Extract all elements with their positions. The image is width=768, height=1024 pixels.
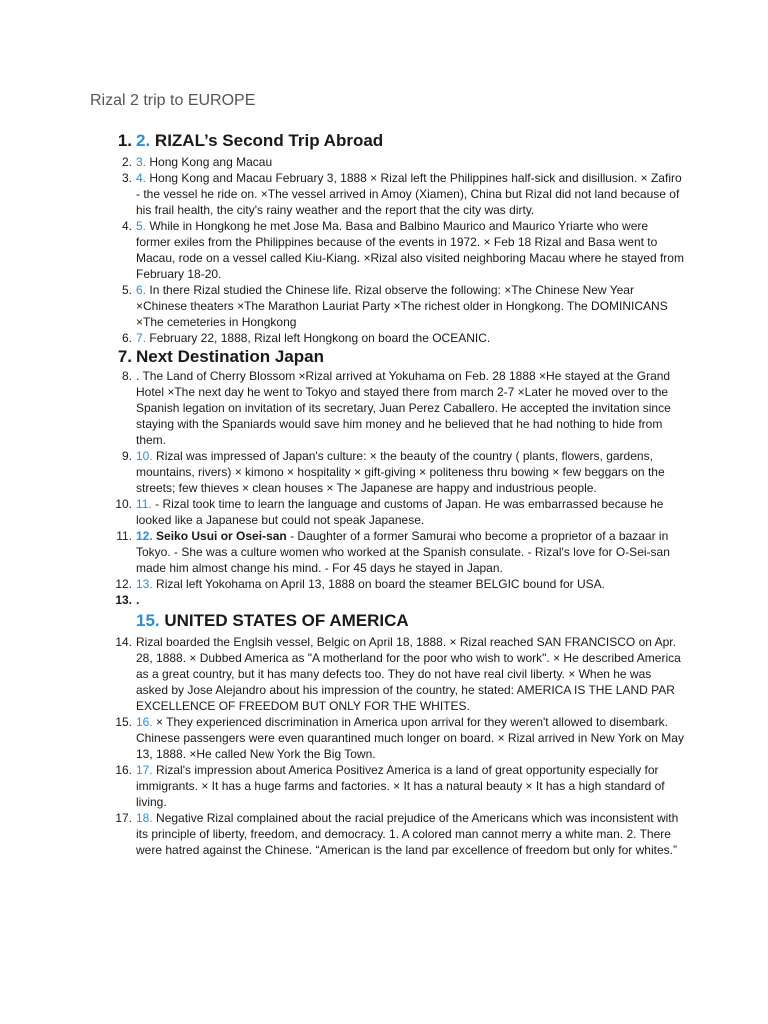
item-ref: 6. xyxy=(136,283,147,297)
item-text: Negative Rizal complained about the racial prejudice of the Americans which was inconsistent with its principle of liberty, freedom, and democracy. 1. A colored man cannot merry a white man. 2. There were hatred against the Chinese. “American is the land par excellence of freedom but only for whites.” xyxy=(136,811,679,857)
item-text: - Daughter of a former Samurai who become a proprietor of a bazaar in Tokyo. - She was a culture women who worked at the Spanish consulate. - Rizal's love for O-Sei-san made him almost change his mind. - For 45 days he stayed in Japan. xyxy=(136,529,670,575)
item-ref: 12. xyxy=(136,529,153,543)
item-number: 14. xyxy=(115,635,132,649)
item-number: 12. xyxy=(115,577,132,591)
heading-text: RIZAL’s Second Trip Abroad xyxy=(154,131,384,150)
item-number: 13. xyxy=(115,593,132,607)
item-number: 10. xyxy=(115,497,132,511)
item-text: . The Land of Cherry Blossom ×Rizal arrived at Yokuhama on Feb. 28 1888 ×He stayed at the Grand Hotel ×The next day he went to Tokyo and stayed there from march 2-7 ×Later he moved over to the Spanish legation on invitation of its secretary, Juan Perez Caballero. He accepted the invitation since staying with the Spaniards would save him money and he believed that he had nothing to hide from them. xyxy=(136,369,671,447)
item-number: 2. xyxy=(121,155,132,169)
item-bold-lead: Seiko Usui or Osei-san xyxy=(156,529,287,543)
item-number: 6. xyxy=(121,331,132,345)
item-text: February 22, 1888, Rizal left Hongkong on board the OCEANIC. xyxy=(149,331,491,345)
item-ref: 7. xyxy=(136,331,147,345)
item-text: - Rizal took time to learn the language and customs of Japan. He was embarrassed because he looked like a Japanese but could not speak Japanese. xyxy=(136,497,664,527)
list-item xyxy=(0,368,768,448)
list-item xyxy=(0,496,768,528)
item-ref: 2. xyxy=(136,131,151,150)
item-text: In there Rizal studied the Chinese life. Rizal observe the following: ×The Chinese New Year ×Chinese theaters ×The Marathon Lauriat Party ×The richest older in Hongkong. The DOMINICANS ×The cemeteries in Hongkong xyxy=(136,283,668,329)
item-text: . xyxy=(136,593,140,607)
item-text: While in Hongkong he met Jose Ma. Basa and Balbino Maurico and Maurico Yriarte who were former exiles from the Philippines because of the events in 1972. × Feb 18 Rizal and Basa went to Macau, rode on a vessel called Kiu-Kiang. ×Rizal also visited neighboring Macau where he stayed from February 18-20. xyxy=(136,219,684,281)
item-number: 15. xyxy=(115,715,132,729)
item-number: 17. xyxy=(115,811,132,825)
item-ref: 11. xyxy=(136,497,152,511)
list-item xyxy=(0,448,768,496)
item-ref: 10. xyxy=(136,449,153,463)
item-number: 7. xyxy=(117,347,132,366)
document-title: Rizal 2 trip to EUROPE xyxy=(90,92,256,109)
heading-text: Next Destination Japan xyxy=(136,347,324,366)
list-item xyxy=(0,714,768,762)
item-number: 1. xyxy=(117,131,132,150)
outline-list xyxy=(0,130,768,858)
item-ref: 4. xyxy=(136,171,147,185)
item-text: Rizal was impressed of Japan's culture: × the beauty of the country ( plants, flowers, gardens, mountains, rivers) × kimono × hospitality × gift-giving × politeness thru bowing × few beggars on the streets; few thieves × clean houses × The Japanese are happy and industrious people. xyxy=(136,449,665,495)
item-ref: 17. xyxy=(136,763,153,777)
item-number: 9. xyxy=(121,449,132,463)
list-item xyxy=(0,576,768,592)
item-number: 3. xyxy=(121,171,132,185)
item-text: Rizal's impression about America Positivez America is a land of great opportunity especially for immigrants. × It has a huge farms and factories. × It has a natural beauty × It has a high standard of living. xyxy=(136,763,665,809)
item-ref: 16. xyxy=(136,715,153,729)
list-item xyxy=(0,330,768,346)
list-item-heading xyxy=(0,610,768,632)
item-text: Hong Kong and Macau February 3, 1888 × Rizal left the Philippines half-sick and disillusion. × Zafiro - the vessel he ride on. ×The vessel arrived in Amoy (Xiamen), China but Rizal did not land because of his frail health, the city's rainy weather and the report that the city was dirty. xyxy=(136,171,682,217)
item-text: Rizal boarded the Englsih vessel, Belgic on April 18, 1888. × Rizal reached SAN FRANCISCO on Apr. 28, 1888. × Dubbed America as "A motherland for the poor who wish to work". × He described America as a great country, but it has many defects too. They do not have real civil liberty. × When he was asked by Jose Alejandro about his impression of the country, he stated: AMERICA IS THE LAND PAR EXCELLENCE OF FREEDOM BUT ONLY FOR THE WHITES. xyxy=(136,635,681,713)
list-item-heading xyxy=(0,346,768,368)
item-number: 8. xyxy=(121,369,132,383)
list-item xyxy=(0,528,768,576)
item-text: × They experienced discrimination in America upon arrival for they weren't allowed to disembark. Chinese passengers were even quarantined much longer on board. × Rizal arrived in New York on May 13, 1888. ×He called New York the Big Town. xyxy=(136,715,684,761)
item-number: 16. xyxy=(115,763,132,777)
list-item xyxy=(0,282,768,330)
list-item xyxy=(0,592,768,608)
item-ref: 15. xyxy=(136,611,160,630)
item-ref: 18. xyxy=(136,811,153,825)
item-number: 5. xyxy=(121,283,132,297)
list-item xyxy=(0,170,768,218)
heading-text: UNITED STATES OF AMERICA xyxy=(164,611,409,630)
list-item xyxy=(0,218,768,282)
list-item xyxy=(0,810,768,858)
list-item xyxy=(0,762,768,810)
item-ref: 5. xyxy=(136,219,147,233)
item-ref: 3. xyxy=(136,155,147,169)
item-number: 4. xyxy=(121,219,132,233)
list-item xyxy=(0,154,768,170)
list-item-heading xyxy=(0,130,768,152)
item-text: Rizal left Yokohama on April 13, 1888 on board the steamer BELGIC bound for USA. xyxy=(156,577,605,591)
list-item xyxy=(0,634,768,714)
item-ref: 13. xyxy=(136,577,153,591)
item-number: 11. xyxy=(116,529,132,543)
item-text: Hong Kong ang Macau xyxy=(149,155,273,169)
